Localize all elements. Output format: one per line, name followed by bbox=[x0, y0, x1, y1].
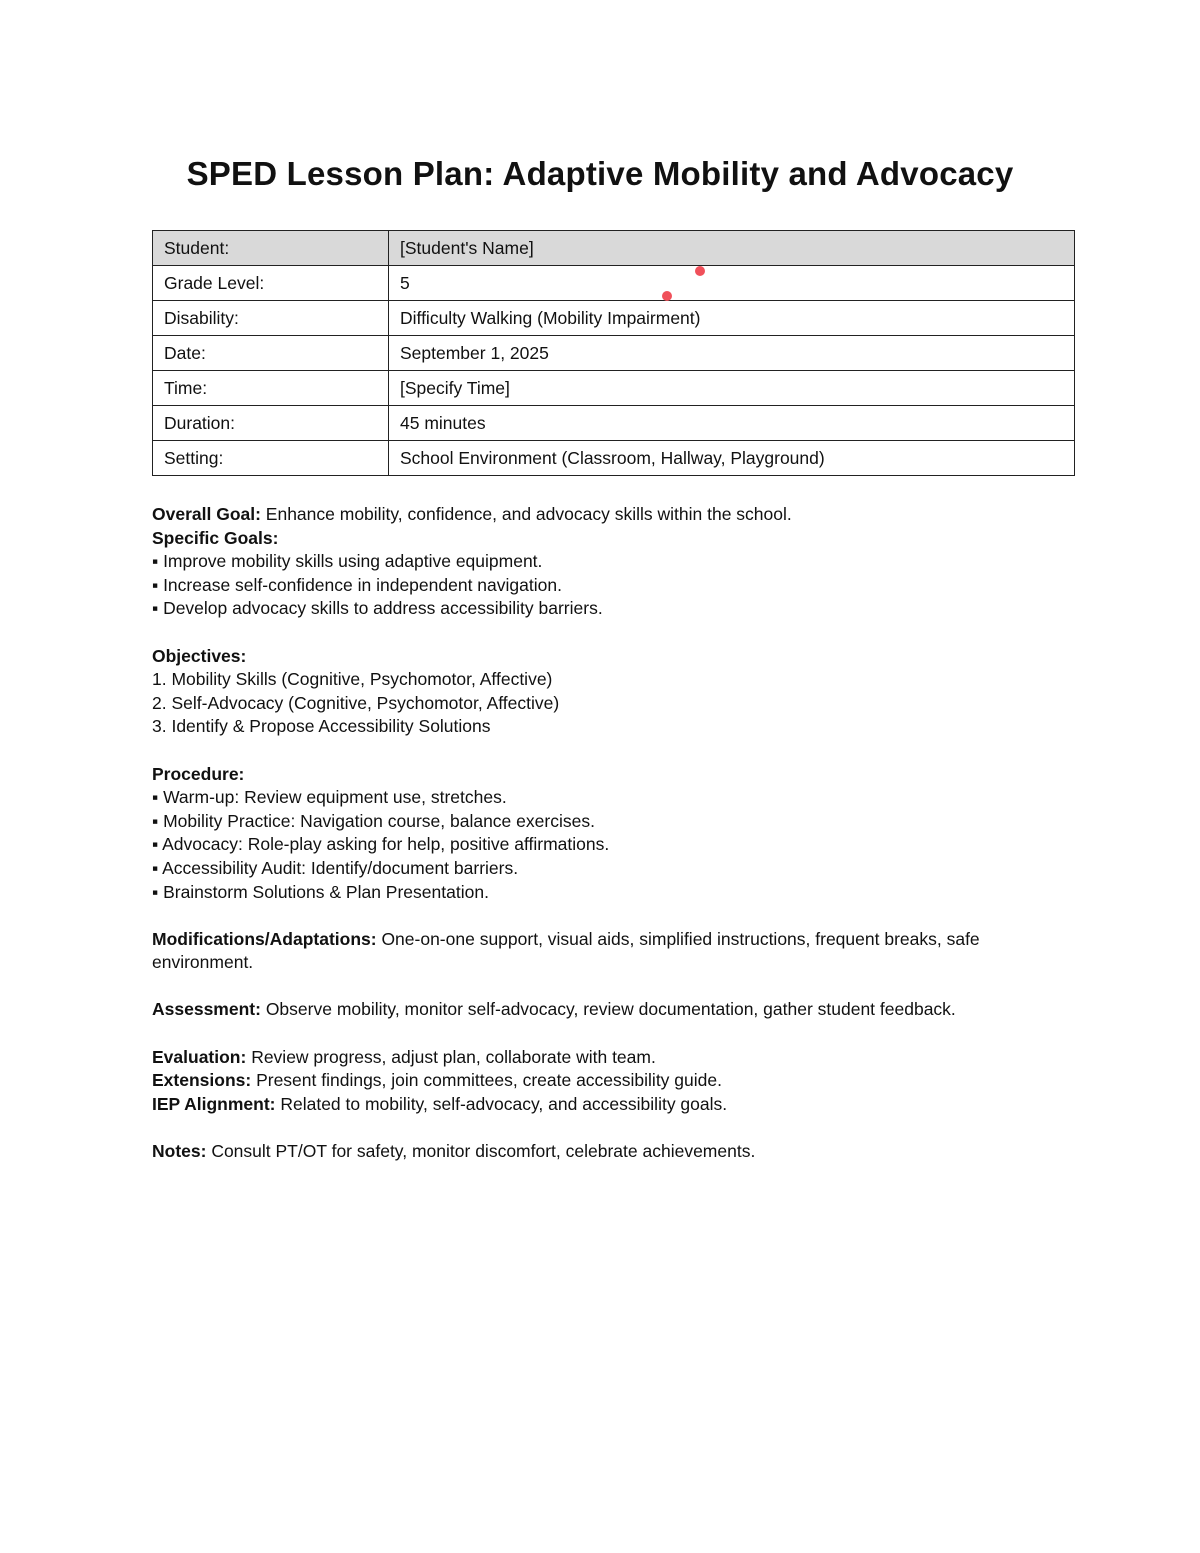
student-info-table bbox=[152, 230, 1075, 476]
extensions-text: Present findings, join committees, create accessibility guide. bbox=[251, 1070, 722, 1091]
notes bbox=[152, 1140, 1052, 1164]
row-value: [Specify Time] bbox=[389, 371, 1075, 406]
table-row bbox=[153, 371, 1075, 406]
iep-alignment-label: IEP Alignment: bbox=[152, 1093, 276, 1114]
extensions bbox=[152, 1069, 1052, 1093]
list-item: ▪ Improve mobility skills using adaptive equipment. bbox=[152, 551, 543, 572]
row-value: School Environment (Classroom, Hallway, Playground) bbox=[389, 441, 1075, 476]
list-item: ▪ Develop advocacy skills to address accessibility barriers. bbox=[152, 598, 603, 619]
table-row bbox=[153, 266, 1075, 301]
evaluation bbox=[152, 1046, 1052, 1070]
lesson-body bbox=[152, 503, 1052, 1164]
list-item: ▪ Accessibility Audit: Identify/document barriers. bbox=[152, 857, 519, 878]
list-item: 1. Mobility Skills (Cognitive, Psychomotor, Affective) bbox=[152, 669, 553, 690]
list-item: ▪ Warm-up: Review equipment use, stretches. bbox=[152, 787, 507, 808]
row-label: Duration: bbox=[153, 406, 389, 441]
row-value: 5 bbox=[389, 266, 1075, 301]
list-item: ▪ Increase self-confidence in independent navigation. bbox=[152, 574, 562, 595]
row-label: Time: bbox=[153, 371, 389, 406]
annotation-dot bbox=[662, 291, 672, 301]
assessment bbox=[152, 998, 1052, 1022]
row-label: Grade Level: bbox=[153, 266, 389, 301]
notes-text: Consult PT/OT for safety, monitor discomfort, celebrate achievements. bbox=[206, 1141, 756, 1162]
evaluation-label: Evaluation: bbox=[152, 1046, 247, 1067]
row-value: September 1, 2025 bbox=[389, 336, 1075, 371]
modifications bbox=[152, 928, 1052, 975]
row-value: Difficulty Walking (Mobility Impairment) bbox=[389, 301, 1075, 336]
extensions-label: Extensions: bbox=[152, 1070, 252, 1091]
assessment-label: Assessment: bbox=[152, 999, 261, 1020]
overall-goal-label: Overall Goal: bbox=[152, 504, 261, 524]
overall-goal-text: Enhance mobility, confidence, and advocacy skills within the school. bbox=[260, 504, 792, 524]
procedure-heading: Procedure: bbox=[152, 763, 245, 784]
iep-alignment-text: Related to mobility, self-advocacy, and accessibility goals. bbox=[275, 1093, 728, 1114]
assessment-text: Observe mobility, monitor self-advocacy, review documentation, gather student feedback. bbox=[260, 999, 956, 1020]
modifications-label: Modifications/Adaptations: bbox=[152, 928, 377, 949]
table-row bbox=[153, 406, 1075, 441]
row-value: 45 minutes bbox=[389, 406, 1075, 441]
table-row bbox=[153, 336, 1075, 371]
list-item: 3. Identify & Propose Accessibility Solutions bbox=[152, 716, 491, 737]
annotation-dot bbox=[695, 266, 705, 276]
page-title: SPED Lesson Plan: Adaptive Mobility and Advocacy bbox=[186, 155, 1014, 192]
specific-goals-heading: Specific Goals: bbox=[152, 527, 279, 548]
row-label: Disability: bbox=[153, 301, 389, 336]
modifications-text: One-on-one support, visual aids, simplified instructions, frequent breaks, safe environment. bbox=[152, 928, 980, 973]
notes-label: Notes: bbox=[152, 1141, 207, 1162]
table-row bbox=[153, 441, 1075, 476]
row-label: Setting: bbox=[153, 441, 389, 476]
list-item: ▪ Advocacy: Role-play asking for help, positive affirmations. bbox=[152, 834, 610, 855]
table-row bbox=[153, 301, 1075, 336]
list-item: 2. Self-Advocacy (Cognitive, Psychomotor, Affective) bbox=[152, 692, 560, 713]
iep-alignment bbox=[152, 1093, 1052, 1117]
row-label: Date: bbox=[153, 336, 389, 371]
evaluation-text: Review progress, adjust plan, collaborate with team. bbox=[246, 1046, 656, 1067]
row-value: [Student's Name] bbox=[389, 231, 1075, 266]
row-label: Student: bbox=[153, 231, 389, 266]
list-item: ▪ Brainstorm Solutions & Plan Presentation. bbox=[152, 881, 489, 902]
list-item: ▪ Mobility Practice: Navigation course, balance exercises. bbox=[152, 810, 595, 831]
table-row bbox=[153, 231, 1075, 266]
overall-goal bbox=[152, 503, 1052, 527]
objectives-heading: Objectives: bbox=[152, 645, 247, 666]
